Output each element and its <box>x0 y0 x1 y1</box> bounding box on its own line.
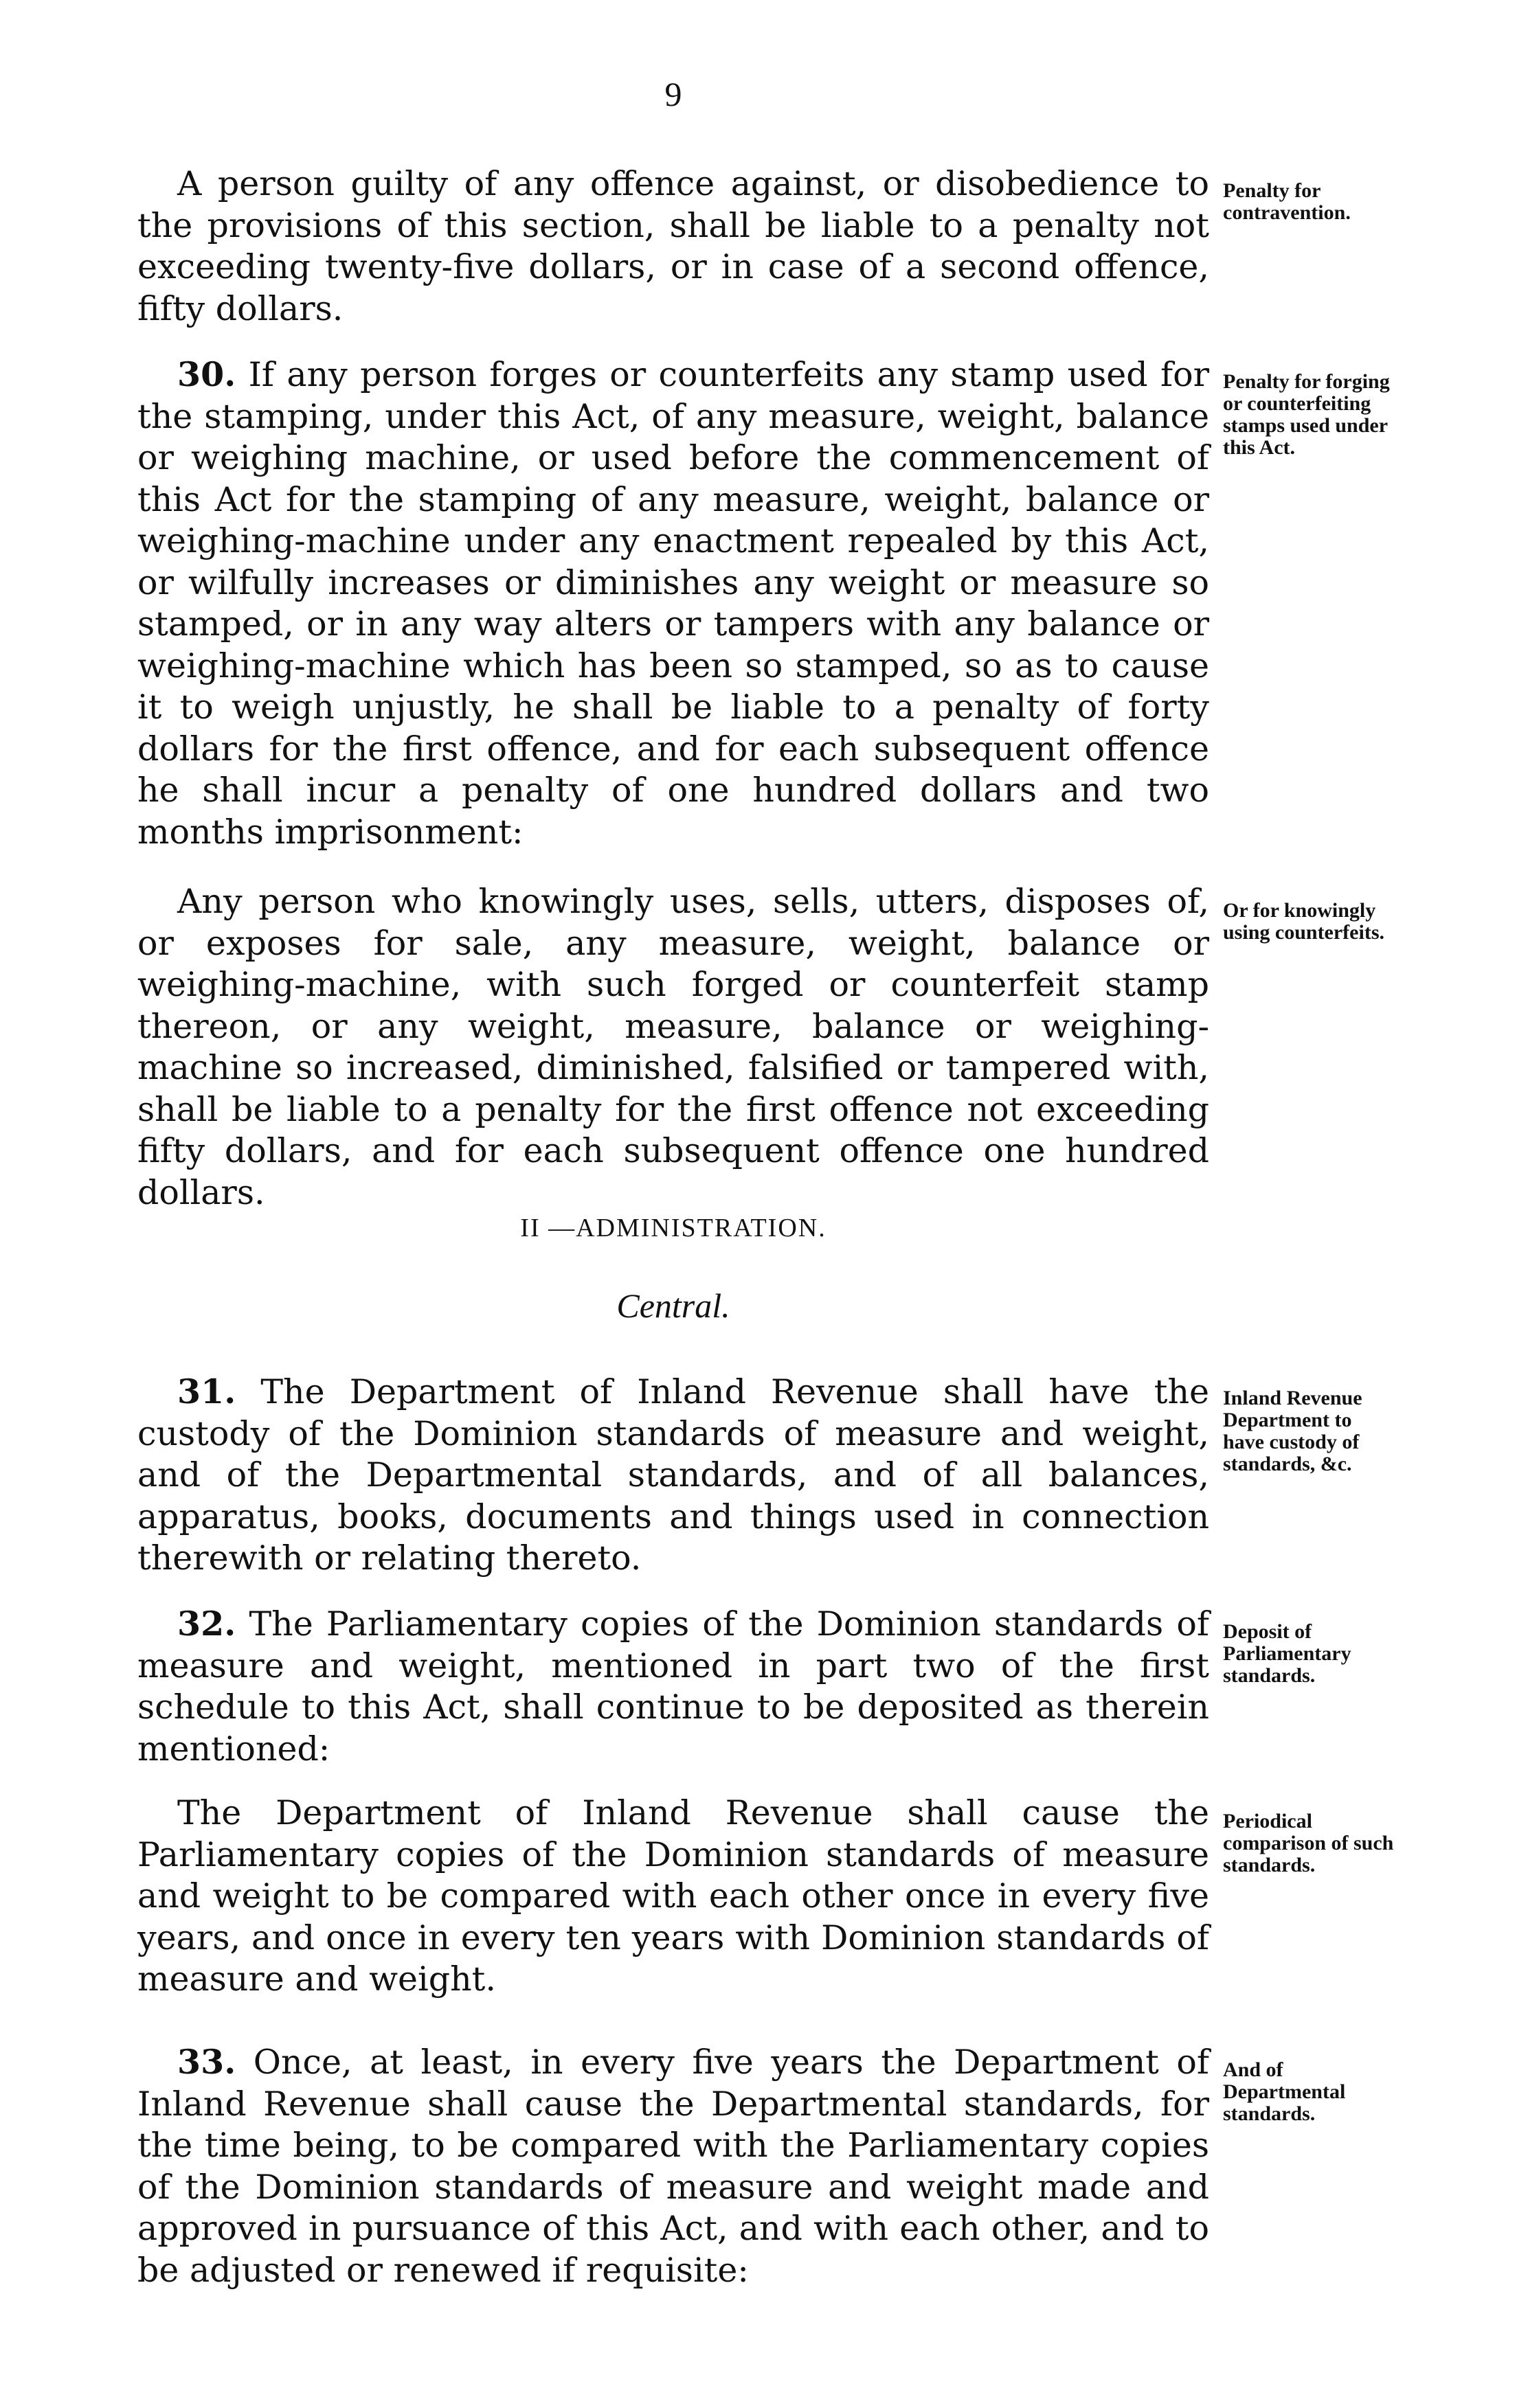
section-31 <box>137 1371 1209 1580</box>
section-text: The Parliamentary copies of the Dominion standards of measure and weight, mentioned in part two of the first schedule to this Act, shall continue to be deposited as therein mentioned: <box>137 1604 1209 1769</box>
paragraph-text: A person guilty of any offence against, or disobedience to the provisions of this section, shall be liable to a penalty not exceeding twenty-five dollars, or in case of a second offence, fifty dollars. <box>137 164 1209 328</box>
paragraph-32b <box>137 1793 1209 2001</box>
margin-note-32b: Periodical comparison of such standards. <box>1223 1810 1394 1876</box>
subheading: Central. <box>616 1286 730 1325</box>
section-number: 31. <box>177 1372 236 1411</box>
section-32 <box>137 1603 1209 1770</box>
page-number: 9 <box>664 75 682 113</box>
section-text: If any person forges or counterfeits any stamp used for the stamping, under this Act, of any measure, weight, balance or weighing machine, or used before the commencement of this Act for the stamping of any measure, weight, balance or weighing-machine under any enactment repealed by this Act, or wilfully increases or diminishes any weight or measure so stamped, or in any way alters or tampers with any balance or weighing-machine which has been so stamped, so as to cause it to weigh unjustly, he shall be liable to a penalty of forty dollars for the first offence, and for each subsequent offence he shall incur a penalty of one hundred dollars and two months imprisonment: <box>137 355 1210 852</box>
section-number: 32. <box>177 1604 236 1644</box>
section-number: 33. <box>177 2042 236 2082</box>
section-30 <box>137 354 1209 853</box>
paragraph-penalty <box>137 163 1209 330</box>
section-text: The Department of Inland Revenue shall have the custody of the Dominion standards of measure and weight, and of the Departmental standards, and of all balances, apparatus, books, documents and things used in connection therewith or relating thereto. <box>137 1372 1209 1578</box>
margin-note-30: Penalty for forging or counterfeiting stamps used under this Act. <box>1223 370 1390 459</box>
section-number: 30. <box>177 354 236 394</box>
section-33 <box>137 2041 1209 2291</box>
margin-note-31: Inland Revenue Department to have custody of standards, &c. <box>1223 1387 1362 1475</box>
margin-note-32: Deposit of Parliamentary standards. <box>1223 1620 1351 1687</box>
margin-note-33: And of Departmental standards. <box>1223 2058 1346 2125</box>
margin-note-penalty: Penalty for contravention. <box>1223 179 1351 224</box>
margin-note-30b: Or for knowingly using counterfeits. <box>1223 899 1384 944</box>
part-heading: II —ADMINISTRATION. <box>520 1214 827 1242</box>
section-text: Once, at least, in every five years the Department of Inland Revenue shall cause the Departmental standards, for the time being, to be compared with the Parliamentary copies of the Dominion standards of measure and weight made and approved in pursuance of this Act, and with each other, and to be adjusted or renewed if requisite: <box>137 2043 1209 2290</box>
paragraph-30b <box>137 881 1209 1214</box>
paragraph-text: Any person who knowingly uses, sells, utters, disposes of, or exposes for sale, any measure, weight, balance or weighing-machine, with such forged or counterfeit stamp thereon, or any weight, measure, balance or weighing-machine so increased, diminished, falsified or tampered with, shall be liable to a penalty for the first offence not exceeding fifty dollars, and for each subsequent offence one hundred dollars. <box>137 882 1209 1212</box>
paragraph-text: The Department of Inland Revenue shall cause the Parliamentary copies of the Dominion standards of measure and weight to be compared with each other once in every five years, and once in every ten years with Dominion standards of measure and weight. <box>137 1793 1209 1999</box>
